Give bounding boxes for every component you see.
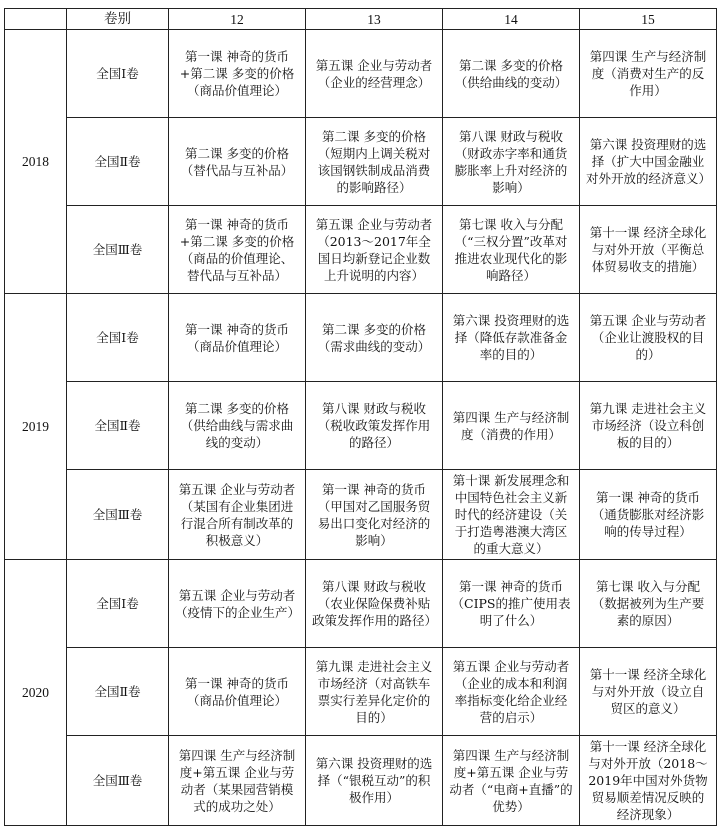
header-question-15: 15 xyxy=(580,9,717,30)
q14-cell: 第六课 投资理财的选择（降低存款准备金率的目的） xyxy=(443,294,580,382)
exam-topic-table xyxy=(4,8,717,826)
q13-cell: 第二课 多变的价格（需求曲线的变动） xyxy=(306,294,443,382)
q14-cell: 第四课 生产与经济制度+第五课 企业与劳动者（“电商+直播”的优势） xyxy=(443,736,580,826)
q12-cell: 第四课 生产与经济制度+第五课 企业与劳动者（某果园营销模式的成功之处） xyxy=(169,736,306,826)
q13-cell: 第八课 财政与税收（税收政策发挥作用的路径） xyxy=(306,382,443,470)
q12-cell: 第五课 企业与劳动者（某国有企业集团进行混合所有制改革的积极意义） xyxy=(169,470,306,560)
q12-cell: 第二课 多变的价格（供给曲线与需求曲线的变动） xyxy=(169,382,306,470)
q14-cell: 第二课 多变的价格（供给曲线的变动） xyxy=(443,30,580,118)
q14-cell: 第一课 神奇的货币（CIPS的推广使用表明了什么） xyxy=(443,560,580,648)
q13-cell: 第二课 多变的价格（短期内上调关税对该国钢铁制成品消费的影响路径） xyxy=(306,118,443,206)
q13-cell: 第六课 投资理财的选择（“银税互动”的积极作用） xyxy=(306,736,443,826)
table-row xyxy=(5,648,717,736)
q15-cell: 第一课 神奇的货币（通货膨胀对经济影响的传导过程） xyxy=(580,470,717,560)
q14-cell: 第八课 财政与税收（财政赤字率和通货膨胀率上升对经济的影响） xyxy=(443,118,580,206)
table-row xyxy=(5,30,717,118)
paper-cell: 全国Ⅱ卷 xyxy=(67,648,169,736)
table-row xyxy=(5,294,717,382)
paper-cell: 全国Ⅲ卷 xyxy=(67,206,169,294)
year-cell: 2019 xyxy=(5,294,67,560)
q13-cell: 第一课 神奇的货币（甲国对乙国服务贸易出口变化对经济的影响） xyxy=(306,470,443,560)
q13-cell: 第五课 企业与劳动者（企业的经营理念） xyxy=(306,30,443,118)
table-row xyxy=(5,118,717,206)
q15-cell: 第十一课 经济全球化与对外开放（2018～2019年中国对外货物贸易顺差情况反映的经济现象） xyxy=(580,736,717,826)
q15-cell: 第六课 投资理财的选择（扩大中国金融业对外开放的经济意义） xyxy=(580,118,717,206)
q14-cell: 第七课 收入与分配（“三权分置”改革对推进农业现代化的影响路径） xyxy=(443,206,580,294)
q15-cell: 第十一课 经济全球化与对外开放（设立自贸区的意义） xyxy=(580,648,717,736)
header-paper: 卷别 xyxy=(67,9,169,30)
table-row xyxy=(5,470,717,560)
paper-cell: 全国Ⅰ卷 xyxy=(67,30,169,118)
paper-cell: 全国Ⅲ卷 xyxy=(67,736,169,826)
q15-cell: 第十一课 经济全球化与对外开放（平衡总体贸易收支的措施） xyxy=(580,206,717,294)
q12-cell: 第一课 神奇的货币+第二课 多变的价格（商品价值理论） xyxy=(169,30,306,118)
header-question-14: 14 xyxy=(443,9,580,30)
header-question-13: 13 xyxy=(306,9,443,30)
paper-cell: 全国Ⅲ卷 xyxy=(67,470,169,560)
table-row xyxy=(5,736,717,826)
q14-cell: 第五课 企业与劳动者（企业的成本和利润率指标变化给企业经营的启示） xyxy=(443,648,580,736)
header-question-12: 12 xyxy=(169,9,306,30)
year-cell: 2020 xyxy=(5,560,67,826)
q13-cell: 第五课 企业与劳动者（2013～2017年全国日均新登记企业数上升说明的内容） xyxy=(306,206,443,294)
q12-cell: 第二课 多变的价格（替代品与互补品） xyxy=(169,118,306,206)
table-row xyxy=(5,206,717,294)
header-year-corner xyxy=(5,9,67,30)
q12-cell: 第一课 神奇的货币（商品价值理论） xyxy=(169,294,306,382)
q12-cell: 第一课 神奇的货币+第二课 多变的价格（商品的价值理论、替代品与互补品） xyxy=(169,206,306,294)
paper-cell: 全国Ⅱ卷 xyxy=(67,382,169,470)
header-row xyxy=(5,9,717,30)
table-row xyxy=(5,560,717,648)
paper-cell: 全国Ⅱ卷 xyxy=(67,118,169,206)
year-cell: 2018 xyxy=(5,30,67,294)
q14-cell: 第四课 生产与经济制度（消费的作用） xyxy=(443,382,580,470)
q15-cell: 第四课 生产与经济制度（消费对生产的反作用） xyxy=(580,30,717,118)
paper-cell: 全国Ⅰ卷 xyxy=(67,560,169,648)
table-row xyxy=(5,382,717,470)
q13-cell: 第八课 财政与税收（农业保险保费补贴政策发挥作用的路径） xyxy=(306,560,443,648)
q13-cell: 第九课 走进社会主义市场经济（对高铁车票实行差异化定价的目的） xyxy=(306,648,443,736)
q12-cell: 第一课 神奇的货币（商品价值理论） xyxy=(169,648,306,736)
q15-cell: 第七课 收入与分配（数据被列为生产要素的原因） xyxy=(580,560,717,648)
q15-cell: 第五课 企业与劳动者（企业让渡股权的目的） xyxy=(580,294,717,382)
paper-cell: 全国Ⅰ卷 xyxy=(67,294,169,382)
q12-cell: 第五课 企业与劳动者（疫情下的企业生产） xyxy=(169,560,306,648)
q15-cell: 第九课 走进社会主义市场经济（设立科创板的目的） xyxy=(580,382,717,470)
q14-cell: 第十课 新发展理念和中国特色社会主义新时代的经济建设（关于打造粤港澳大湾区的重大意义） xyxy=(443,470,580,560)
